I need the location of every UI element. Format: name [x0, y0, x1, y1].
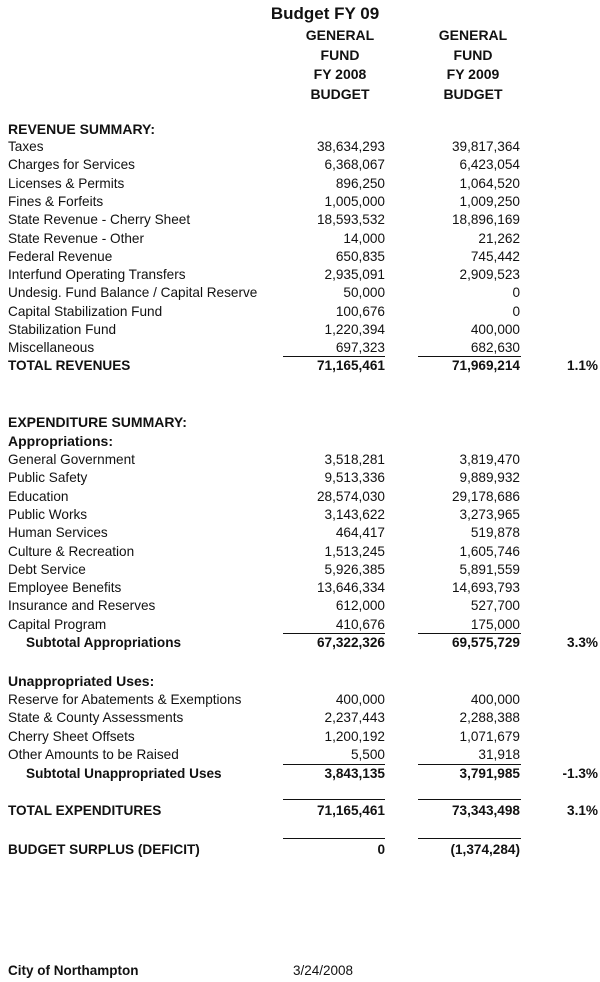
fy2008-value: 410,676 — [335, 616, 385, 632]
total-revenues-row — [0, 358, 600, 376]
table-row — [0, 692, 600, 710]
fy2008-value: 71,165,461 — [316, 358, 385, 373]
fy2009-value: 175,000 — [470, 616, 520, 632]
table-row — [0, 139, 600, 157]
percent-change: 1.1% — [567, 358, 598, 373]
table-row — [0, 176, 600, 194]
fy2009-value: 1,009,250 — [459, 193, 520, 209]
fy2008-value: 50,000 — [343, 285, 385, 301]
fy2009-value: 29,178,686 — [451, 488, 520, 504]
expenditure-summary-heading: EXPENDITURE SUMMARY: — [8, 414, 187, 430]
row-label: State Revenue - Other — [8, 230, 145, 246]
row-label: Reserve for Abatements & Exemptions — [8, 692, 242, 707]
fy2008-value: 18,593,532 — [316, 212, 385, 228]
row-label: Federal Revenue — [8, 248, 113, 264]
table-row — [0, 285, 600, 303]
table-row — [0, 525, 600, 543]
fy2009-value: 21,262 — [478, 230, 520, 246]
fy2009-value: 3,273,965 — [459, 506, 520, 522]
fy2008-value: 650,835 — [335, 248, 385, 264]
table-row — [0, 562, 600, 580]
row-label: Insurance and Reserves — [8, 598, 156, 614]
fy2008-value: 9,513,336 — [324, 470, 385, 486]
column-header-line: GENERAL — [305, 27, 375, 43]
row-label: Licenses & Permits — [8, 175, 125, 191]
fy2008-value: 5,500 — [350, 746, 385, 762]
column-header-line: FY 2008 — [313, 66, 367, 82]
fy2008-value: 1,220,394 — [324, 322, 385, 337]
rule-surplus-fy2009 — [418, 838, 521, 839]
fy2008-value: 3,143,622 — [324, 506, 385, 522]
table-row — [0, 157, 600, 175]
fy2008-value: 1,513,245 — [324, 543, 385, 559]
column-header-line: FY 2009 — [446, 66, 500, 82]
row-label: Human Services — [8, 525, 108, 541]
fy2008-value: 5,926,385 — [324, 561, 385, 577]
row-label: Debt Service — [8, 561, 86, 577]
fy2009-value: (1,374,284) — [450, 842, 520, 857]
row-label: Employee Benefits — [8, 580, 122, 596]
table-row — [0, 580, 600, 598]
table-row — [0, 267, 600, 285]
row-label: Capital Program — [8, 616, 107, 632]
fy2009-value: 3,791,985 — [459, 766, 520, 781]
rule-unappropriated-fy2008 — [283, 764, 385, 765]
fy2009-value: 0 — [512, 303, 520, 319]
row-label: Other Amounts to be Raised — [8, 746, 179, 762]
column-header-line: BUDGET — [443, 85, 503, 102]
fy2009-value: 400,000 — [470, 322, 520, 337]
table-row — [0, 544, 600, 562]
fy2009-value: 9,889,932 — [459, 470, 520, 486]
fy2009-value: 2,288,388 — [459, 710, 520, 726]
fy2008-value: 6,368,067 — [324, 157, 385, 173]
fy2009-value: 3,819,470 — [459, 452, 520, 467]
table-row — [0, 729, 600, 747]
row-label: Charges for Services — [8, 157, 135, 173]
fy2008-value: 28,574,030 — [316, 488, 385, 504]
table-row — [0, 194, 600, 212]
column-header-line: GENERAL — [438, 27, 508, 43]
table-row — [0, 747, 600, 765]
fy2008-value: 2,237,443 — [324, 710, 385, 726]
column-header-line: FUND — [453, 46, 493, 63]
fy2008-value: 1,200,192 — [324, 728, 385, 744]
fy2009-value: 6,423,054 — [459, 157, 520, 173]
row-label: Capital Stabilization Fund — [8, 303, 163, 319]
percent-change: -1.3% — [562, 766, 598, 781]
unappropriated-uses-heading: Unappropriated Uses: — [8, 673, 155, 689]
row-label: Taxes — [8, 139, 44, 154]
table-row — [0, 322, 600, 340]
row-label: Subtotal Unappropriated Uses — [26, 766, 222, 781]
row-label: TOTAL EXPENDITURES — [8, 803, 162, 818]
rule-unappropriated-fy2009 — [418, 764, 521, 765]
row-label: Cherry Sheet Offsets — [8, 728, 135, 744]
subtotal-unappropriated-row — [0, 766, 600, 784]
table-row — [0, 212, 600, 230]
total-expenditures-row — [0, 803, 600, 821]
fy2009-value: 2,909,523 — [459, 267, 520, 283]
row-label: Fines & Forfeits — [8, 193, 104, 209]
table-row — [0, 470, 600, 488]
table-row — [0, 231, 600, 249]
row-label: Subtotal Appropriations — [26, 635, 182, 650]
rule-total-expenditures-fy2009 — [418, 799, 521, 800]
fy2008-value: 3,843,135 — [324, 766, 385, 781]
percent-change: 3.3% — [567, 635, 598, 650]
column-header-line: FUND — [320, 46, 360, 63]
rule-surplus-fy2008 — [283, 838, 385, 839]
fy2008-value: 71,165,461 — [316, 803, 385, 818]
fy2008-value: 400,000 — [335, 692, 385, 707]
footer-city: City of Northampton — [8, 963, 139, 978]
fy2008-value: 67,322,326 — [316, 635, 385, 650]
fy2009-value: 682,630 — [470, 340, 520, 356]
row-label: State & County Assessments — [8, 710, 184, 726]
fy2008-value: 464,417 — [335, 525, 385, 541]
footer-date: 3/24/2008 — [293, 963, 354, 978]
fy2009-value: 71,969,214 — [451, 358, 520, 373]
revenue-summary-heading: REVENUE SUMMARY: — [8, 121, 156, 137]
fy2009-value: 39,817,364 — [451, 139, 520, 154]
rule-total-expenditures-fy2008 — [283, 799, 385, 800]
fy2009-value: 73,343,498 — [451, 803, 520, 818]
fy2008-value: 697,323 — [335, 340, 385, 356]
table-row — [0, 598, 600, 616]
rule-appropriations-fy2008 — [283, 633, 385, 634]
rule-appropriations-fy2009 — [418, 633, 521, 634]
rule-revenue-total-fy2008 — [283, 356, 385, 357]
row-label: BUDGET SURPLUS (DEFICIT) — [8, 842, 200, 857]
fy2009-value: 745,442 — [470, 248, 520, 264]
fy2009-value: 519,878 — [470, 525, 520, 541]
table-row — [0, 617, 600, 635]
fy2008-value: 2,935,091 — [324, 267, 385, 283]
row-label: Interfund Operating Transfers — [8, 267, 186, 283]
table-row — [0, 249, 600, 267]
row-label: Public Safety — [8, 470, 88, 486]
row-label: Undesig. Fund Balance / Capital Reserve — [8, 285, 258, 301]
row-label: General Government — [8, 452, 135, 467]
fy2009-value: 1,064,520 — [459, 175, 520, 191]
fy2009-value: 527,700 — [470, 598, 520, 614]
table-row — [0, 507, 600, 525]
percent-change: 3.1% — [567, 803, 598, 818]
page-title: Budget FY 09 — [270, 4, 380, 23]
fy2009-value: 14,693,793 — [451, 580, 520, 596]
fy2008-value: 612,000 — [335, 598, 385, 614]
row-label: Public Works — [8, 506, 88, 522]
fy2008-value: 0 — [377, 842, 385, 857]
budget-surplus-row — [0, 842, 600, 860]
table-row — [0, 710, 600, 728]
row-label: Stabilization Fund — [8, 322, 117, 337]
row-label: TOTAL REVENUES — [8, 358, 131, 373]
fy2008-value: 896,250 — [335, 175, 385, 191]
fy2009-value: 1,605,746 — [459, 543, 520, 559]
row-label: Miscellaneous — [8, 340, 95, 356]
fy2009-value: 0 — [512, 285, 520, 301]
fy2009-value: 400,000 — [470, 692, 520, 707]
table-row — [0, 452, 600, 470]
row-label: Culture & Recreation — [8, 543, 135, 559]
row-label: State Revenue - Cherry Sheet — [8, 212, 191, 228]
fy2008-value: 100,676 — [335, 303, 385, 319]
fy2009-value: 5,891,559 — [459, 561, 520, 577]
table-row — [0, 489, 600, 507]
fy2009-value: 1,071,679 — [459, 728, 520, 744]
subtotal-appropriations-row — [0, 635, 600, 653]
fy2009-value: 18,896,169 — [451, 212, 520, 228]
rule-revenue-total-fy2009 — [418, 356, 521, 357]
fy2008-value: 3,518,281 — [324, 452, 385, 467]
fy2008-value: 1,005,000 — [324, 193, 385, 209]
appropriations-heading: Appropriations: — [8, 433, 113, 449]
row-label: Education — [8, 488, 69, 504]
fy2009-value: 69,575,729 — [451, 635, 520, 650]
fy2009-value: 31,918 — [478, 746, 520, 762]
fy2008-value: 14,000 — [343, 230, 385, 246]
fy2008-value: 38,634,293 — [316, 139, 385, 154]
column-header-fy2008 — [285, 26, 395, 104]
fy2008-value: 13,646,334 — [316, 580, 385, 596]
column-header-fy2009 — [418, 26, 528, 104]
column-header-line: BUDGET — [310, 85, 370, 102]
table-row — [0, 304, 600, 322]
